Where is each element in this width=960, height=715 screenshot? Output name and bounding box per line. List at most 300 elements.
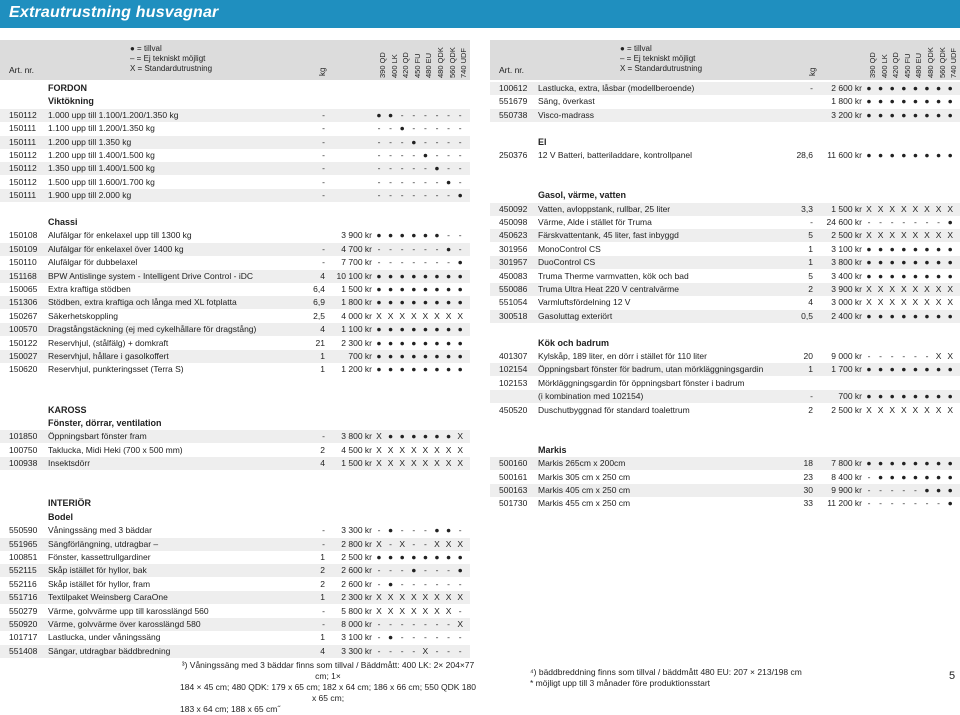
availability-mark: ● <box>866 150 872 160</box>
availability-mark: ● <box>434 270 440 281</box>
availability-mark: ● <box>399 284 405 294</box>
item-weight: 3,3 <box>801 203 813 214</box>
item-description: 12 V Batteri, batteriladdare, kontrollpanel <box>538 150 693 160</box>
availability-mark: - <box>435 243 439 254</box>
item-description: 1.900 upp till 2.000 kg <box>48 190 132 201</box>
item-price: 1 800 kr <box>831 96 862 107</box>
availability-mark: X <box>422 605 429 616</box>
item-description: Truma Therme varmvatten, kök och bad <box>538 270 689 281</box>
availability-mark: X <box>900 230 907 241</box>
table-row <box>490 229 960 242</box>
legend-not-possible: – = Ej tekniskt möjligt <box>130 54 206 63</box>
availability-mark: - <box>423 176 427 187</box>
item-price: 700 kr <box>838 391 862 402</box>
availability-mark: X <box>947 203 954 214</box>
item-weight: 23 <box>803 471 813 482</box>
availability-mark: ● <box>901 109 907 120</box>
article-number: 551054 <box>499 297 528 308</box>
item-description: 1.200 upp till 1.400/1.500 kg <box>48 150 155 160</box>
availability-mark: ● <box>947 257 953 268</box>
availability-mark: - <box>400 163 404 174</box>
article-number: 100938 <box>9 458 38 469</box>
availability-mark: ● <box>889 364 895 375</box>
availability-mark: X <box>877 284 884 294</box>
availability-mark: ● <box>434 552 440 562</box>
article-number: 550920 <box>9 619 38 629</box>
section-title: El <box>538 136 547 147</box>
availability-mark: ● <box>866 270 872 281</box>
item-description: Skåp istället för hyllor, bak <box>48 565 147 576</box>
spacer-row <box>490 323 960 336</box>
item-description: Taklucka, Midi Heki (700 x 500 mm) <box>48 444 183 455</box>
table-row <box>0 578 470 591</box>
availability-mark: ● <box>434 324 440 335</box>
availability-mark: - <box>389 163 393 174</box>
left-table <box>0 40 470 655</box>
availability-mark: ● <box>889 458 895 469</box>
item-description: Alufälgar för enkelaxel över 1400 kg <box>48 243 184 254</box>
item-description: Insektsdörr <box>48 458 91 469</box>
availability-mark: - <box>867 351 871 361</box>
section-heading <box>0 82 470 95</box>
availability-mark: ● <box>878 310 884 321</box>
availability-mark: - <box>412 578 416 589</box>
model-header: 740 UDF <box>459 47 469 78</box>
availability-mark: X <box>387 458 394 469</box>
availability-mark: ● <box>912 270 918 281</box>
section-title: Chassi <box>48 217 78 227</box>
article-number: 300518 <box>499 310 528 321</box>
availability-mark: X <box>457 444 464 455</box>
item-price: 11 200 kr <box>827 498 862 509</box>
availability-mark: - <box>913 217 917 227</box>
article-number: 301956 <box>499 243 528 254</box>
availability-mark: ● <box>399 123 405 134</box>
item-price: 2 500 kr <box>831 404 862 415</box>
table-row <box>0 136 470 149</box>
article-number: 150027 <box>9 351 38 361</box>
availability-mark: - <box>389 190 393 201</box>
table-header <box>0 40 470 80</box>
availability-mark: ● <box>878 471 884 482</box>
availability-mark: ● <box>376 324 382 335</box>
availability-mark: X <box>445 538 452 549</box>
availability-mark: ● <box>411 364 417 375</box>
availability-mark: ● <box>878 391 884 402</box>
availability-mark: ● <box>422 270 428 281</box>
article-number: 550590 <box>9 525 38 536</box>
availability-mark: ● <box>376 337 382 348</box>
availability-mark: X <box>889 230 896 241</box>
availability-mark: ● <box>388 431 394 442</box>
availability-mark: ● <box>411 297 417 308</box>
table-row <box>0 149 470 162</box>
item-weight: - <box>322 163 325 174</box>
availability-mark: ● <box>912 458 918 469</box>
availability-mark: X <box>924 230 930 241</box>
availability-mark: X <box>422 458 429 469</box>
item-weight: - <box>322 176 325 187</box>
item-description: Alufälgar för enkelaxel upp till 1300 kg <box>48 230 192 241</box>
availability-mark: X <box>457 458 464 469</box>
availability-mark: X <box>947 230 954 241</box>
table-row <box>0 189 470 202</box>
availability-mark: - <box>458 136 462 147</box>
availability-mark: X <box>889 297 896 308</box>
item-weight: - <box>322 109 325 120</box>
availability-mark: - <box>400 190 404 201</box>
availability-mark: - <box>458 243 462 254</box>
footnote-line: ⁴) bäddbreddning finns som tillval / bäddmått 480 EU: 207 × 213/198 cm <box>530 667 802 677</box>
availability-mark: ● <box>434 284 440 294</box>
model-header: 450 FU <box>902 53 912 78</box>
item-weight: 1 <box>320 364 325 375</box>
availability-mark: ● <box>388 297 394 308</box>
availability-mark: X <box>900 404 907 415</box>
model-header: 480 EU <box>424 52 434 78</box>
availability-mark: - <box>423 136 427 147</box>
availability-mark: - <box>423 163 427 174</box>
availability-mark: - <box>867 471 871 482</box>
article-number: 101850 <box>9 431 38 442</box>
availability-mark: - <box>902 485 906 495</box>
availability-mark: - <box>423 619 427 629</box>
availability-mark: - <box>400 150 404 160</box>
table-row <box>0 444 470 457</box>
article-number: 500163 <box>499 485 528 495</box>
article-number: 450520 <box>499 404 528 415</box>
item-weight: 1 <box>320 552 325 562</box>
kg-header: kg <box>808 67 817 76</box>
availability-mark: - <box>867 498 871 509</box>
availability-mark: - <box>458 176 462 187</box>
availability-mark: ● <box>411 136 417 147</box>
item-weight: 4 <box>808 297 813 308</box>
model-header: 450 FU <box>412 53 422 78</box>
availability-mark: ● <box>936 310 942 321</box>
spacer-row <box>0 390 470 403</box>
article-number: 102154 <box>499 364 528 375</box>
availability-mark: - <box>913 485 917 495</box>
availability-mark: ● <box>411 324 417 335</box>
availability-mark: - <box>423 538 427 549</box>
availability-mark: - <box>879 485 883 495</box>
availability-mark: ● <box>936 485 942 495</box>
item-weight: 5 <box>808 230 813 241</box>
item-weight: 6,9 <box>313 297 325 308</box>
item-description: Fönster, kassettrullgardiner <box>48 552 151 562</box>
model-header: 390 QD <box>868 52 877 78</box>
section-heading <box>490 337 960 350</box>
availability-mark: - <box>435 136 439 147</box>
availability-mark: X <box>877 230 884 241</box>
availability-mark: ● <box>947 150 953 160</box>
table-row <box>0 645 470 658</box>
section-title: Markis <box>538 444 567 455</box>
availability-mark: X <box>434 444 440 455</box>
legend-standard: X = Standardutrustning <box>620 64 703 73</box>
availability-mark: ● <box>422 364 428 375</box>
availability-mark: X <box>376 458 382 469</box>
item-weight: 1 <box>808 257 813 268</box>
availability-mark: ● <box>947 217 953 227</box>
availability-mark: X <box>376 605 382 616</box>
availability-mark: - <box>879 351 883 361</box>
availability-mark: - <box>867 485 871 495</box>
availability-mark: - <box>389 136 393 147</box>
availability-mark: ● <box>947 364 953 375</box>
table-row <box>0 270 470 283</box>
availability-mark: ● <box>388 270 394 281</box>
item-description: Lastlucka, extra, låsbar (modellberoende) <box>538 83 695 93</box>
availability-mark: X <box>866 297 872 308</box>
table-row <box>490 457 960 470</box>
table-row <box>490 296 960 309</box>
availability-mark: - <box>400 243 404 254</box>
availability-mark: X <box>422 444 429 455</box>
item-price: 2 500 kr <box>341 552 372 562</box>
availability-mark: X <box>935 351 942 361</box>
section-title: Bodel <box>48 511 74 522</box>
availability-mark: - <box>412 123 416 134</box>
model-header: 480 QDK <box>436 47 445 78</box>
item-weight: 1 <box>320 592 325 603</box>
availability-mark: - <box>389 123 393 134</box>
item-price: 3 100 kr <box>831 243 862 254</box>
availability-mark: - <box>890 217 894 227</box>
model-header: 420 QD <box>891 52 901 78</box>
availability-mark: ● <box>376 364 382 375</box>
availability-mark: ● <box>912 471 918 482</box>
availability-mark: X <box>912 404 919 415</box>
availability-mark: X <box>376 444 382 455</box>
availability-mark: - <box>400 136 404 147</box>
availability-mark: ● <box>936 109 942 120</box>
availability-mark: ● <box>422 431 428 442</box>
table-row <box>490 256 960 269</box>
availability-mark: X <box>399 458 406 469</box>
availability-mark: ● <box>936 83 942 93</box>
availability-mark: ● <box>376 109 382 120</box>
availability-mark: - <box>913 351 917 361</box>
availability-mark: X <box>924 284 930 294</box>
item-description: 1.350 upp till 1.400/1.500 kg <box>48 163 155 174</box>
item-price: 1 500 kr <box>341 284 372 294</box>
item-weight: 2 <box>320 565 325 576</box>
availability-mark: ● <box>912 391 918 402</box>
availability-mark: ● <box>376 284 382 294</box>
article-number: 150122 <box>9 337 38 348</box>
availability-mark: ● <box>411 284 417 294</box>
availability-mark: X <box>889 284 896 294</box>
availability-mark: - <box>435 565 439 576</box>
availability-mark: X <box>935 297 942 308</box>
table-row <box>0 524 470 537</box>
availability-mark: ● <box>947 109 953 120</box>
table-row <box>0 256 470 269</box>
availability-mark: ● <box>901 270 907 281</box>
item-weight: - <box>322 619 325 629</box>
item-description: Extra kraftiga stödben <box>48 284 131 294</box>
availability-mark: - <box>389 565 393 576</box>
availability-mark: - <box>458 525 462 536</box>
table-row <box>490 216 960 229</box>
availability-mark: ● <box>866 243 872 254</box>
availability-mark: X <box>912 297 919 308</box>
availability-mark: ● <box>457 324 463 335</box>
section-title: Kök och badrum <box>538 337 610 348</box>
availability-mark: ● <box>947 498 953 509</box>
availability-mark: X <box>889 203 896 214</box>
item-price: 3 400 kr <box>831 270 862 281</box>
item-weight: 6,4 <box>313 284 325 294</box>
spacer-row <box>490 176 960 189</box>
article-number: 550279 <box>9 605 38 616</box>
availability-mark: - <box>423 632 427 643</box>
article-number: 552116 <box>9 578 37 589</box>
availability-mark: ● <box>422 324 428 335</box>
availability-mark: - <box>412 645 416 656</box>
availability-mark: ● <box>924 485 930 495</box>
availability-mark: ● <box>446 324 452 335</box>
availability-mark: ● <box>947 485 953 495</box>
item-description: Markis 455 cm x 250 cm <box>538 498 631 509</box>
table-row <box>490 377 960 390</box>
availability-mark: - <box>447 163 451 174</box>
item-description: Kylskåp, 189 liter, en dörr i stället för 110 liter <box>538 351 707 361</box>
availability-mark: ● <box>889 257 895 268</box>
availability-mark: ● <box>901 364 907 375</box>
item-description: BPW Antislinge system - Intelligent Drive Control - iDC <box>48 270 254 281</box>
item-weight: 2,5 <box>313 310 325 321</box>
table-row <box>0 323 470 336</box>
availability-mark: - <box>400 565 404 576</box>
availability-mark: - <box>447 136 451 147</box>
availability-mark: ● <box>889 391 895 402</box>
availability-mark: X <box>445 592 452 603</box>
item-description: Markis 265cm x 200cm <box>538 458 626 469</box>
availability-mark: X <box>947 404 954 415</box>
item-price: 24 600 kr <box>826 217 862 227</box>
item-weight: 2 <box>320 444 325 455</box>
availability-mark: - <box>435 109 439 120</box>
availability-mark: - <box>447 190 451 201</box>
availability-mark: ● <box>889 109 895 120</box>
availability-mark: - <box>458 230 462 241</box>
availability-mark: ● <box>399 351 405 361</box>
availability-mark: X <box>445 605 452 616</box>
item-description: Visco-madrass <box>538 109 595 120</box>
item-price: 2 600 kr <box>341 578 372 589</box>
availability-mark: ● <box>901 96 907 107</box>
table-row <box>0 564 470 577</box>
availability-mark: X <box>866 230 872 241</box>
availability-mark: X <box>457 619 464 629</box>
item-price: 1 700 kr <box>831 364 862 375</box>
item-price: 3 200 kr <box>831 109 862 120</box>
availability-mark: ● <box>399 324 405 335</box>
availability-mark: ● <box>912 83 918 93</box>
availability-mark: ● <box>411 337 417 348</box>
table-row <box>0 229 470 242</box>
article-number: 500161 <box>499 471 528 482</box>
availability-mark: ● <box>878 96 884 107</box>
item-description: Truma Ultra Heat 220 V centralvärme <box>538 284 679 294</box>
availability-mark: ● <box>422 297 428 308</box>
availability-mark: ● <box>446 176 452 187</box>
article-number: 150112 <box>9 163 37 174</box>
availability-mark: ● <box>912 109 918 120</box>
item-description: Reservhjul, hållare i gasolkoffert <box>48 351 169 361</box>
item-description: Färskvattentank, 45 liter, fast inbyggd <box>538 230 679 241</box>
availability-mark: ● <box>434 297 440 308</box>
table-row <box>490 283 960 296</box>
availability-mark: ● <box>947 391 953 402</box>
availability-mark: - <box>447 123 451 134</box>
art-nr-header: Art. nr. <box>9 65 35 75</box>
availability-mark: ● <box>924 458 930 469</box>
availability-mark: ● <box>434 230 440 241</box>
section-title: FORDON <box>48 83 87 93</box>
availability-mark: ● <box>878 364 884 375</box>
article-number: 551965 <box>9 538 38 549</box>
availability-mark: - <box>458 123 462 134</box>
table-row <box>0 283 470 296</box>
availability-mark: ● <box>446 243 452 254</box>
availability-mark: X <box>947 284 954 294</box>
item-price: 3 300 kr <box>341 645 372 656</box>
availability-mark: ● <box>924 257 930 268</box>
availability-mark: X <box>866 284 872 294</box>
section-heading <box>0 417 470 430</box>
availability-mark: ● <box>889 83 895 93</box>
availability-mark: - <box>435 123 439 134</box>
availability-mark: - <box>879 498 883 509</box>
article-number: 100851 <box>9 552 38 562</box>
availability-mark: X <box>387 444 394 455</box>
availability-mark: ● <box>446 337 452 348</box>
article-number: 150111 <box>9 136 37 147</box>
availability-mark: - <box>913 498 917 509</box>
availability-mark: ● <box>912 150 918 160</box>
availability-mark: ● <box>889 270 895 281</box>
availability-mark: ● <box>446 552 452 562</box>
item-price: 3 800 kr <box>831 257 862 268</box>
availability-mark: - <box>435 632 439 643</box>
availability-mark: - <box>458 150 462 160</box>
availability-mark: X <box>434 458 440 469</box>
availability-mark: ● <box>866 109 872 120</box>
model-header: 560 QDK <box>447 47 457 78</box>
availability-mark: ● <box>457 565 463 576</box>
availability-mark: X <box>410 458 417 469</box>
item-description: Säkerhetskoppling <box>48 310 118 321</box>
availability-mark: ● <box>947 83 953 93</box>
table-row <box>490 149 960 162</box>
availability-mark: - <box>389 257 393 268</box>
availability-mark: X <box>900 203 907 214</box>
availability-mark: X <box>445 310 452 321</box>
availability-mark: - <box>377 163 381 174</box>
availability-mark: - <box>902 351 906 361</box>
availability-mark: ● <box>866 83 872 93</box>
model-header: 420 QD <box>401 52 411 78</box>
item-description: Värme, golvvärme över karosslängd 580 <box>48 619 201 629</box>
availability-mark: X <box>900 297 907 308</box>
availability-mark: X <box>376 592 382 603</box>
section-title: Fönster, dörrar, ventilation <box>48 418 162 428</box>
availability-mark: - <box>377 123 381 134</box>
